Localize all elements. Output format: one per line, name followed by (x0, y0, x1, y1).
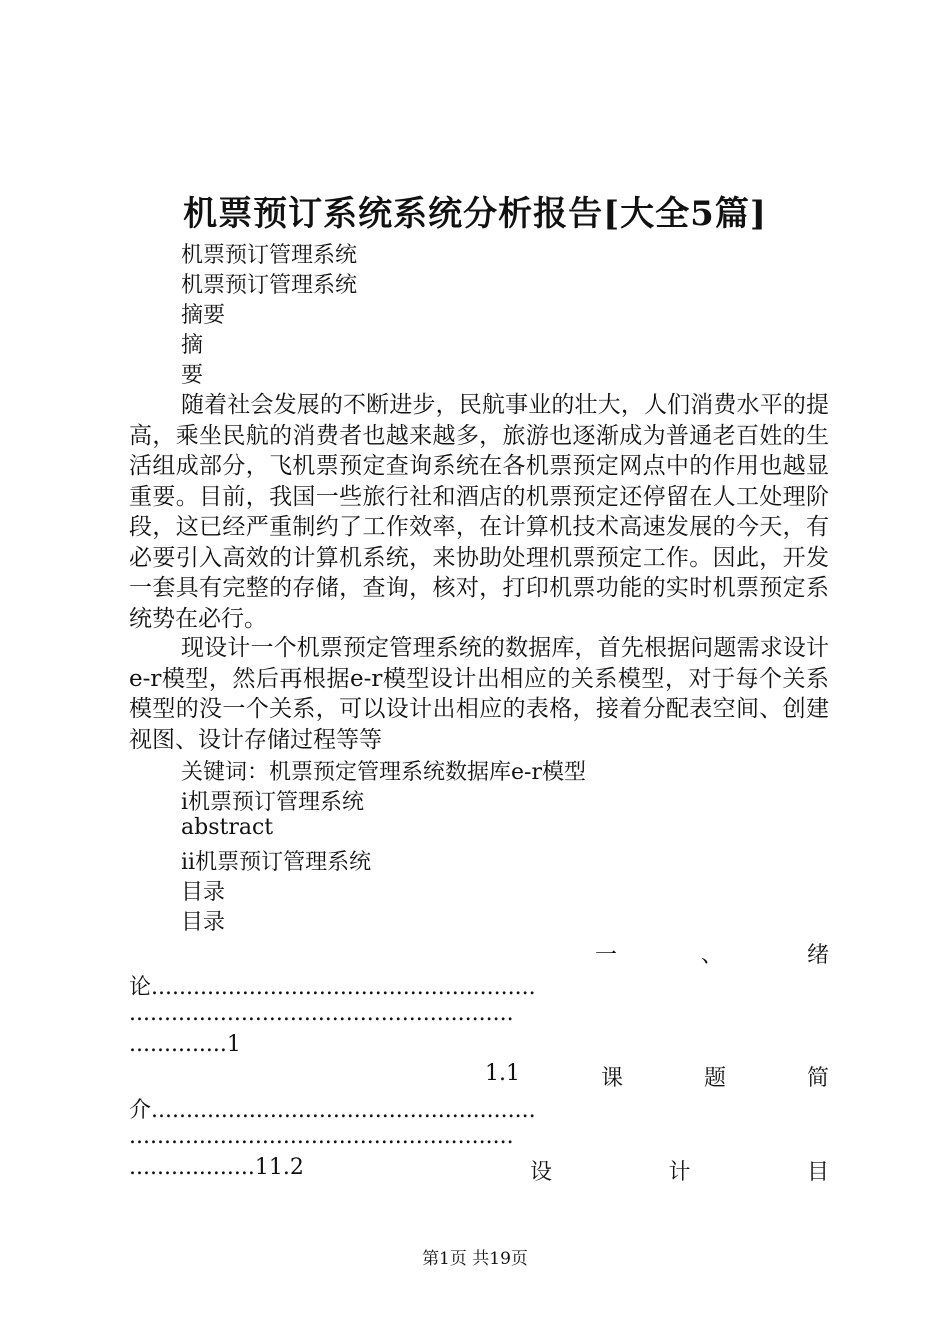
toc-text: 计 (668, 1160, 691, 1185)
toc-entry-2-heading (485, 1061, 829, 1092)
text-line: 摘要 (181, 303, 226, 328)
abstract-paragraph-2: 现设计一个机票预定管理系统的数据库，首先根据问题需求设计e-r模型，然后再根据e-r模型设计出相应的关系模型，对于每个关系模型的没一个关系，可以设计出相应的表格，接着分配表空间、创建视图、设计存储过程等等 (129, 635, 829, 753)
document-title: 机票预订系统系统分析报告[大全5篇] (183, 194, 767, 234)
text-line: abstract (181, 815, 274, 840)
toc-text: 简 (806, 1066, 829, 1091)
toc-dots: 论....................................................... (129, 975, 536, 1000)
keywords-line: 关键词：机票预定管理系统数据库e-r模型 (181, 760, 586, 785)
text-line: i机票预订管理系统 (181, 790, 365, 815)
text-line: 摘 (181, 333, 204, 358)
page-footer: 第1页 共19页 (422, 1249, 528, 1269)
toc-dots: ....................................................... (129, 1001, 514, 1026)
text-line: 目录 (181, 910, 226, 935)
toc-page-ref: ..................11.2 (129, 1155, 304, 1180)
text-line: 要 (181, 363, 204, 388)
toc-entry-1-heading (595, 938, 829, 969)
toc-text: 一 (595, 943, 618, 968)
toc-entry-3-heading (530, 1155, 829, 1186)
text-line: ii机票预订管理系统 (181, 850, 372, 875)
text-line: 机票预订管理系统 (181, 273, 358, 298)
toc-text: 题 (703, 1066, 726, 1091)
toc-text: 设 (530, 1160, 553, 1185)
text-line: 目录 (181, 880, 226, 905)
toc-text: 课 (600, 1066, 623, 1091)
toc-text: 、 (700, 943, 723, 968)
toc-dots: 介....................................................... (129, 1098, 536, 1123)
toc-text: 目 (806, 1160, 829, 1185)
toc-text: 绪 (806, 943, 829, 968)
toc-dots: ....................................................... (129, 1124, 514, 1149)
abstract-paragraph-1: 随着社会发展的不断进步，民航事业的壮大，人们消费水平的提高，乘坐民航的消费者也越来越多，旅游也逐渐成为普通老百姓的生活组成部分，飞机票预定查询系统在各机票预定网点中的作用也越显重要。目前，我国一些旅行社和酒店的机票预定还停留在人工处理阶段，这已经严重制约了工作效率，在计算机技术高速发展的今天，有必要引入高效的计算机系统，来协助处理机票预定工作。因此，开发一套具有完整的存储，查询，核对，打印机票功能的实时机票预定系统势在必行。 (129, 392, 829, 632)
text-line: 机票预订管理系统 (181, 243, 358, 268)
toc-page-ref: ..............1 (129, 1032, 241, 1057)
toc-text: 1.1 (485, 1061, 520, 1086)
